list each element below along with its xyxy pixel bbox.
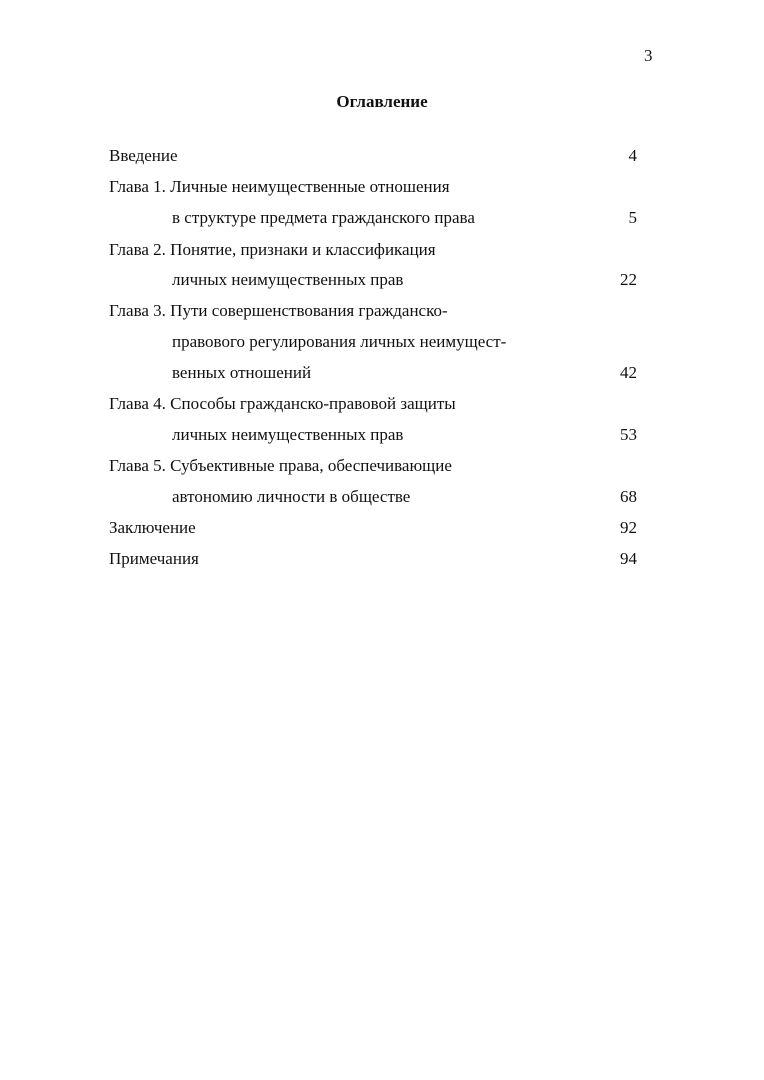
- toc-entry-text: Заключение: [109, 518, 196, 537]
- toc-entry-text-continuation: правового регулирования личных неимущест-: [172, 332, 507, 351]
- toc-entry-text-continuation: венных отношений: [172, 363, 312, 382]
- toc-entry-text-continuation: в структуре предмета гражданского права: [172, 208, 475, 227]
- toc-entry-text: Примечания: [109, 549, 199, 568]
- toc-entry-page: 4: [628, 146, 637, 165]
- toc-title: Оглавление: [336, 92, 428, 111]
- toc-entry-text: Глава 4. Способы гражданско-правовой защиты: [109, 394, 456, 413]
- toc-entry-page: 42: [620, 363, 637, 382]
- toc-entry-page: 94: [620, 549, 637, 568]
- toc-entry-page: 68: [620, 487, 637, 506]
- toc-entry-text-continuation: личных неимущественных прав: [172, 425, 404, 444]
- toc-entry-page: 92: [620, 518, 637, 537]
- toc-entry-text: Глава 2. Понятие, признаки и классификация: [109, 240, 436, 259]
- toc-entry-text: Введение: [109, 146, 178, 165]
- toc-entry-text-continuation: личных неимущественных прав: [172, 270, 404, 289]
- page-number: 3: [644, 46, 653, 65]
- toc-entry-text-continuation: автономию личности в обществе: [172, 487, 411, 506]
- toc-entry-page: 22: [620, 270, 637, 289]
- toc-entry-text: Глава 3. Пути совершенствования гражданско-: [109, 301, 448, 320]
- toc-entry-text: Глава 1. Личные неимущественные отношения: [109, 177, 450, 196]
- toc-entry-text: Глава 5. Субъективные права, обеспечивающие: [109, 456, 452, 475]
- toc-entry-page: 5: [628, 208, 637, 227]
- toc-entry-page: 53: [620, 425, 637, 444]
